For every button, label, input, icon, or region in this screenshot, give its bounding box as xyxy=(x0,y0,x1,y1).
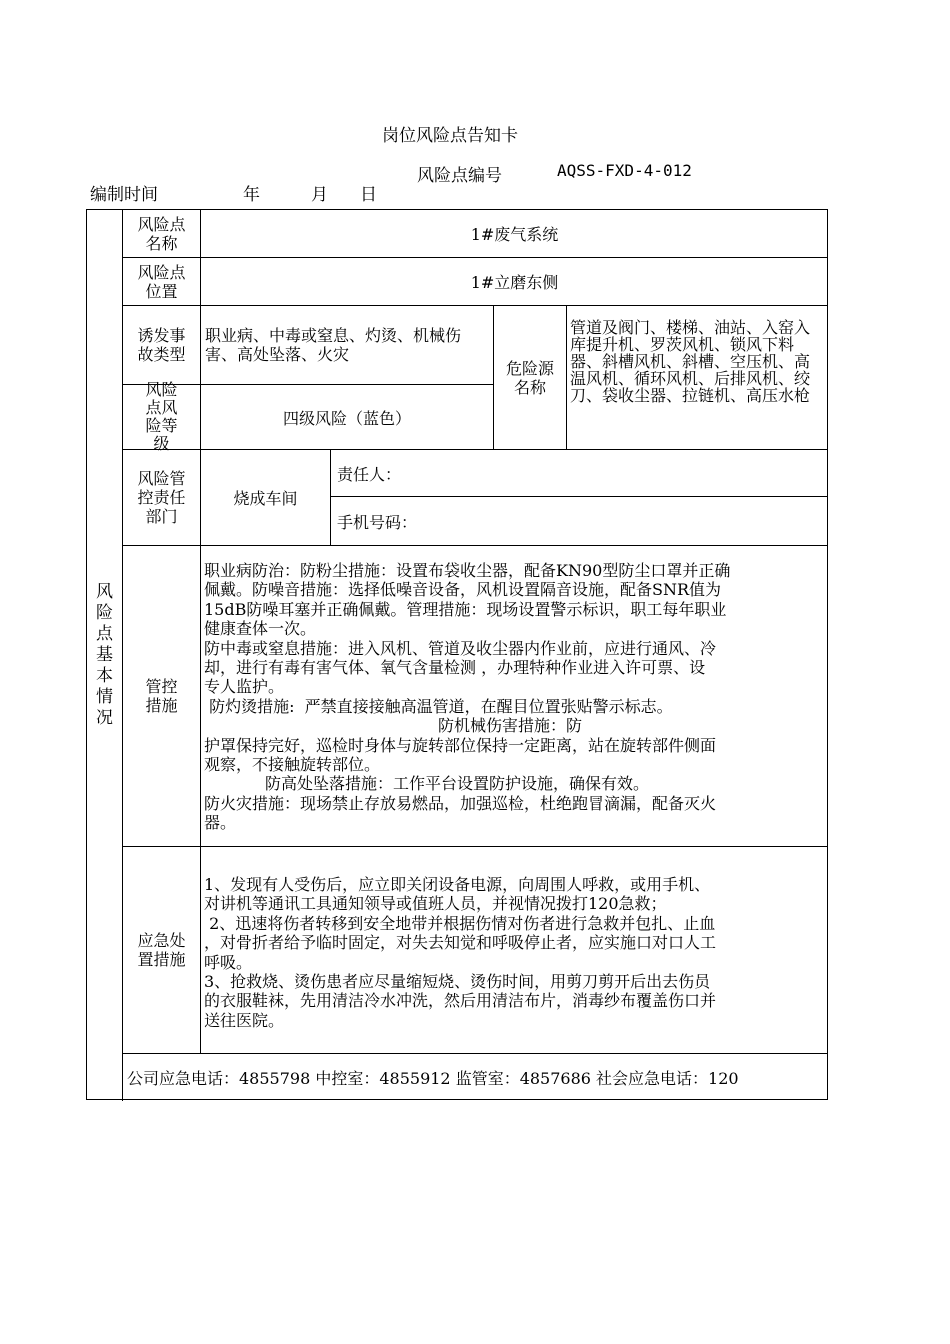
control-label: 管控措施 xyxy=(145,677,178,715)
emergency-line: 3、抢救烧、烫伤患者应尽量缩短烧、烫伤时间，用剪刀剪开后出去伤员 xyxy=(204,972,711,992)
name-value-cell xyxy=(201,210,828,257)
emergency-line: 呼吸。 xyxy=(204,952,253,972)
location-label: 风险点位置 xyxy=(137,262,186,301)
control-line: 15dB防噪耳塞并正确佩戴。管理措施：现场设置警示标识，职工每年职业 xyxy=(204,599,727,619)
name-value: 1#废气系统 xyxy=(470,225,559,244)
compile-date-label: 编制时间 xyxy=(90,185,158,205)
location-value: 1#立磨东侧 xyxy=(470,273,559,292)
risk-code-label: 风险点编号 xyxy=(417,166,502,186)
hazard-label-cell xyxy=(494,306,566,449)
risk-code-value: AQSS-FXD-4-012 xyxy=(557,161,692,180)
grid-line xyxy=(122,305,828,306)
name-label: 风险点名称 xyxy=(137,214,186,253)
dept-label-cell xyxy=(123,450,200,545)
dept-value-cell xyxy=(201,450,330,545)
control-text xyxy=(204,561,730,833)
date-year-label: 年 xyxy=(243,185,260,205)
control-line: 健康查体一次。 xyxy=(204,619,317,639)
responsible-label: 责任人： xyxy=(337,464,402,484)
name-label-cell xyxy=(123,210,200,257)
hazard-value-cell xyxy=(570,319,826,445)
emergency-phones: 公司应急电话：4855798 中控室：4855912 监管室：4857686 社会应急电话：120 xyxy=(127,1068,739,1088)
control-text-cell xyxy=(204,561,826,833)
control-line: 护罩保持完好，巡检时身体与旋转部位保持一定距离，站在旋转部件侧面 xyxy=(204,735,717,755)
accident-value-cell xyxy=(205,326,489,376)
level-label: 风险点风险等级 xyxy=(145,380,178,453)
control-line: 防火灾措施：现场禁止存放易燃品，加强巡检，杜绝跑冒滴漏，配备灭火 xyxy=(204,793,717,813)
accident-label-cell xyxy=(123,306,200,384)
hazard-label: 危险源名称 xyxy=(505,358,554,397)
date-day-label: 日 xyxy=(360,185,377,205)
grid-line xyxy=(122,846,828,847)
accident-label: 诱发事故类型 xyxy=(137,326,186,364)
card-title: 岗位风险点告知卡 xyxy=(382,126,518,146)
emergency-line: 对讲机等通讯工具通知领导或值班人员，并视情况拨打120急救； xyxy=(204,894,667,914)
control-line: 专人监护。 xyxy=(204,677,285,697)
control-label-cell xyxy=(123,546,200,846)
side-label-cell xyxy=(87,210,122,1101)
dept-value: 烧成车间 xyxy=(233,489,298,508)
responsible-cell xyxy=(337,450,827,496)
grid-line xyxy=(200,210,201,1053)
control-line: 观察，不接触旋转部位。 xyxy=(204,755,381,775)
emergency-line: 2、迅速将伤者转移到安全地带并根据伤情对伤者进行急救并包扎、止血 xyxy=(204,913,716,933)
side-label: 风险点基本情况 xyxy=(96,582,113,728)
date-month-label: 月 xyxy=(311,185,328,205)
emergency-line: 的衣服鞋袜，先用清洁冷水冲洗，然后用清洁布片，消毒纱布覆盖伤口并 xyxy=(204,991,717,1011)
location-value-cell xyxy=(201,258,828,305)
level-value-cell xyxy=(201,385,493,449)
grid-line xyxy=(566,305,567,449)
control-line: 器。 xyxy=(204,813,237,833)
emergency-line: 送往医院。 xyxy=(204,1010,285,1030)
control-line: 防高处坠落措施：工作平台设置防护设施，确保有效。 xyxy=(204,774,650,794)
level-value: 四级风险（蓝色） xyxy=(282,408,411,428)
phone-label: 手机号码： xyxy=(337,512,418,532)
control-line: 防中毒或窒息措施：进入风机、管道及收尘器内作业前，应进行通风、冷 xyxy=(204,638,717,658)
grid-line xyxy=(330,449,331,545)
level-label-cell xyxy=(123,380,200,453)
emergency-line: 1、发现有人受伤后，应立即关闭设备电源，向周围人呼救，或用手机、 xyxy=(204,875,711,894)
emergency-text xyxy=(204,875,716,1030)
control-line: 职业病防治：防粉尘措施：设置布袋收尘器，配备KN90型防尘口罩并正确 xyxy=(204,561,731,580)
location-label-cell xyxy=(123,258,200,305)
emergency-text-cell xyxy=(204,875,826,1030)
control-line: 却，进行有毒有害气体、氧气含量检测 ，办理特种作业进入许可票、设 xyxy=(204,658,706,678)
control-line: 佩戴。防噪音措施：选择低噪音设备，风机设置隔音设施，配备SNR值为 xyxy=(204,580,722,600)
accident-value: 职业病、中毒或窒息、灼烫、机械伤害、高处坠落、火灾 xyxy=(205,326,462,364)
risk-card-table xyxy=(86,209,828,1100)
grid-line xyxy=(122,545,828,546)
control-line: 防机械伤害措施：防 xyxy=(204,716,582,736)
phones-cell xyxy=(127,1054,827,1100)
emergency-line: ，对骨折者给予临时固定，对失去知觉和呼吸停止者，应实施口对口人工 xyxy=(204,933,717,953)
emergency-label-cell xyxy=(123,847,200,1053)
phone-cell xyxy=(337,497,827,545)
emergency-label: 应急处置措施 xyxy=(137,931,186,969)
control-line: 防灼烫措施: 严禁直接接触高温管道，在醒目位置张贴警示标志。 xyxy=(204,696,673,716)
hazard-value: 管道及阀门、楼梯、油站、入窑入库提升机、罗茨风机、锁风下料器、斜槽风机、斜槽、空压机、高温风机、循环风机、后排风机、绞刀、袋收尘器、拉链机、高压水枪 xyxy=(570,318,811,405)
dept-label: 风险管控责任部门 xyxy=(137,469,186,526)
